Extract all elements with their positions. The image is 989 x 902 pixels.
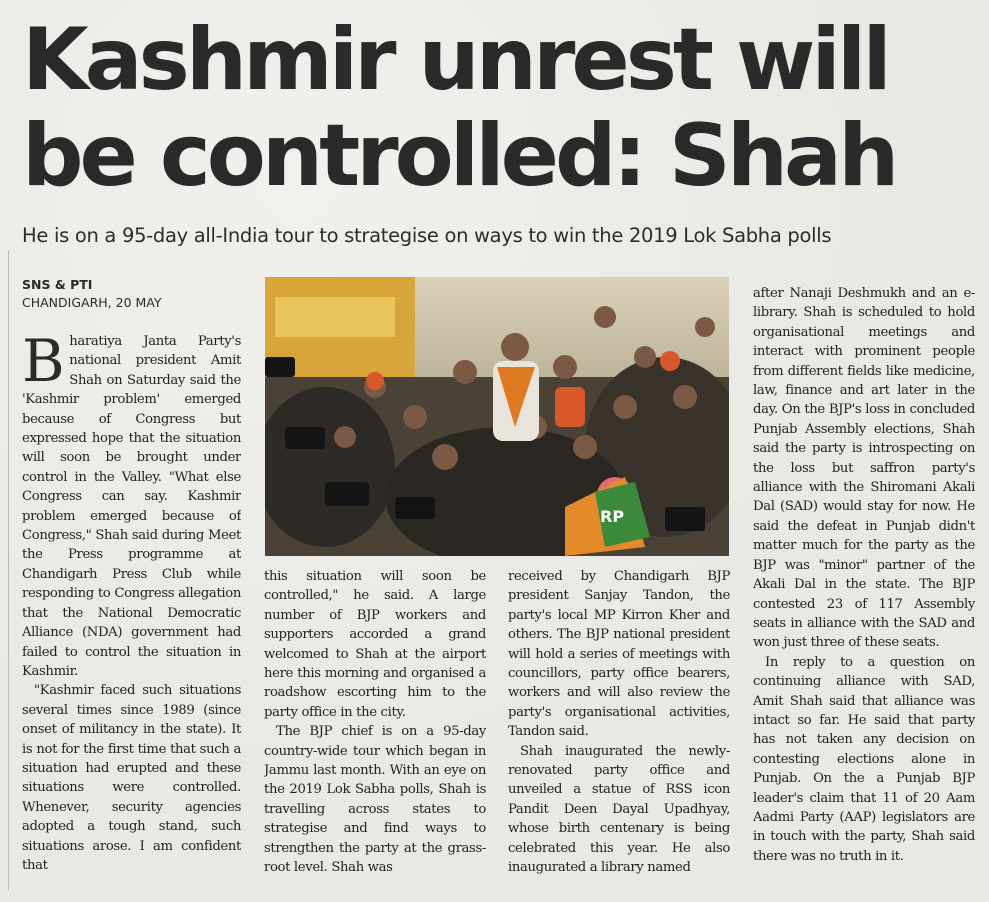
byline-agency: SNS & PTI	[22, 277, 93, 292]
column-rule-left	[8, 250, 9, 890]
news-photo-crowd-roadshow	[265, 277, 729, 556]
article-paragraph: Shah inaugurated the newly-renovated party office and unveiled a statue of RSS icon Pandit Deen Dayal Upadhyay, whose birth centenary is being celebrated this year. He also inaugurated a library named	[508, 743, 730, 876]
article-column-4	[753, 284, 975, 898]
drop-cap: B	[22, 332, 65, 395]
byline	[22, 276, 262, 312]
article-paragraph: "Kashmir faced such situations several times since 1989 (since onset of militancy in the state). It is not for the first time that such a situation had erupted and these situations were controlled. Whenever, security agencies adopted a tough stand, such situations arose. I am confident that	[22, 683, 241, 873]
bleed-through-left	[0, 70, 14, 135]
subheadline: He is on a 95-day all-India tour to strategise on ways to win the 2019 Lok Sabha polls	[22, 224, 832, 247]
article-paragraph: In reply to a question on continuing alliance with SAD, Amit Shah said that alliance was intact so far. He said that party has not taken any decision on contesting elections alone in Punjab. On the a Punjab BJP leader's claim that 11 of 20 Aam Aadmi Party (AAP) legislators are in touch with the party, Shah said there was no truth in it.	[753, 654, 975, 864]
article-column-2	[264, 567, 486, 897]
crowd-photo-illustration	[265, 277, 729, 556]
article-column-1	[22, 332, 241, 898]
article-paragraph: received by Chandigarh BJP president Sanjay Tandon, the party's local MP Kirron Kher and others. The BJP national president will hold a series of meetings with councillors, party office bearers, workers and will also review the party's organisational activities, Tandon said.	[508, 569, 730, 740]
flag-banner-text: RP	[600, 507, 625, 526]
article-paragraph: after Nanaji Deshmukh and an e-library. Shah is scheduled to hold organisational meetings and interact with prominent people from different fields like medicine, law, finance and art later in the day. On the BJP's loss in concluded Punjab Assembly elections, Shah said the party is introspecting on the loss but saffron party's alliance with the Shiromani Akali Dal (SAD) would stay for now. He said the defeat in Punjab didn't matter much for the party as the BJP was "minor" partner of the Akali Dal in the state. The BJP contested 23 of 117 Assembly seats in alliance with the SAD and won just three of these seats.	[753, 286, 975, 651]
article-column-3	[508, 567, 730, 897]
dateline: CHANDIGARH, 20 MAY	[22, 295, 162, 310]
article-paragraph: Bharatiya Janta Party's national president Amit Shah on Saturday said the 'Kashmir problem' emerged because of Congress but expressed hope that the situation will soon be brought under control in the Valley. "What else Congress can say. Kashmir problem emerged because of Congress," Shah said during Meet the Press programme at Chandigarh Press Club while responding to Congress allegation that the National Democratic Alliance (NDA) government had failed to control the situation in Kashmir.	[22, 332, 241, 679]
article-paragraph: this situation will soon be controlled," he said. A large number of BJP workers and supporters accorded a grand welcomed to Shah at the airport here this morning and organised a roadshow escorting him to the party office in the city.	[264, 569, 486, 720]
article-paragraph: The BJP chief is on a 95-day country-wide tour which began in Jammu last month. With an eye on the 2019 Lok Sabha polls, Shah is travelling across states to strategise and find ways to strengthen the party at the grass-root level. Shah was	[264, 724, 486, 876]
headline: Kashmir unrest will be controlled: Shah	[22, 10, 896, 206]
